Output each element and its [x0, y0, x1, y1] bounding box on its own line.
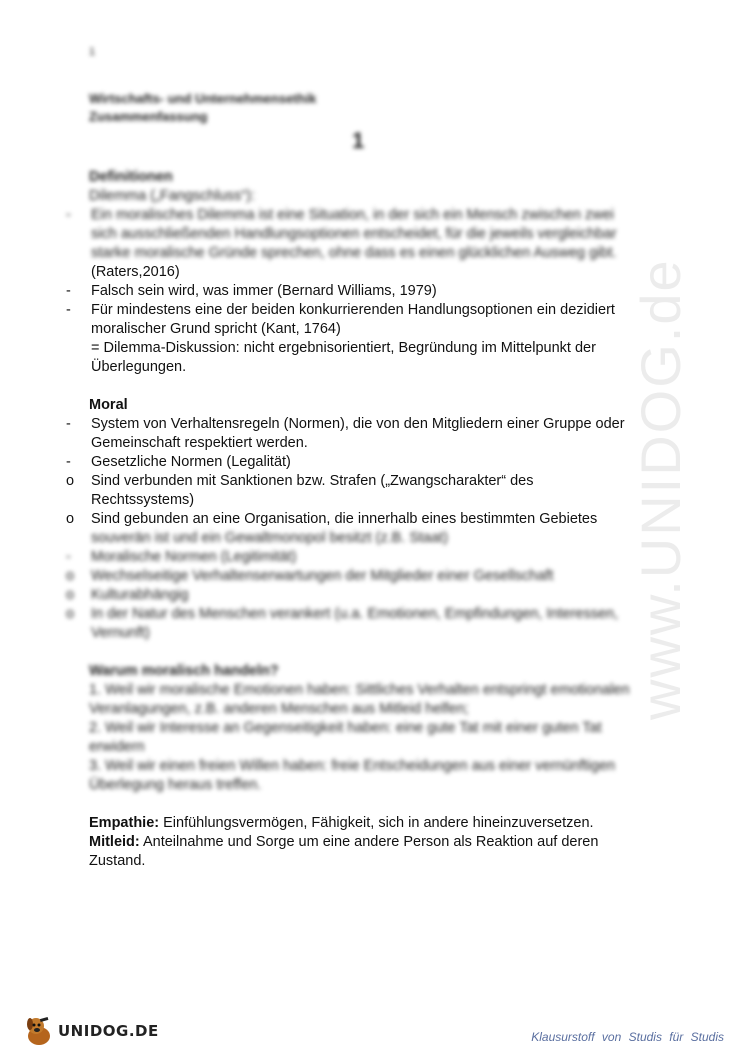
text-line: Gesetzliche Normen (Legalität)	[91, 454, 291, 470]
section-heading-definitionen: Definitionen	[89, 169, 173, 185]
footer-logo[interactable]	[22, 1014, 159, 1048]
dash-bullet: -	[66, 454, 71, 470]
list-item	[64, 567, 664, 586]
text-line: 3. Weil wir einen freien Willen haben: freie Entscheidungen aus einer vernünftigen	[89, 758, 616, 774]
document-title	[89, 90, 316, 126]
dash-bullet: -	[66, 207, 71, 223]
empathie-definition	[64, 814, 664, 833]
list-item	[64, 510, 664, 548]
list-item	[64, 586, 664, 605]
footer-tagline: Klausurstoff von Studis für Studis	[531, 1030, 724, 1044]
text-line: Moralische Normen (Legitimität)	[91, 549, 297, 565]
text-line: Sind gebunden an eine Organisation, die innerhalb eines bestimmten Gebietes	[91, 511, 598, 527]
list-item	[64, 605, 664, 643]
text-line: erwidern	[89, 739, 145, 755]
text-line: Überlegungen.	[91, 359, 187, 375]
text-line: 2. Weil wir Interesse an Gegenseitigkeit haben: eine gute Tat mit einer guten Tat	[89, 720, 602, 736]
circle-bullet: o	[66, 606, 75, 622]
dash-bullet: -	[66, 283, 71, 299]
list-item	[64, 206, 664, 282]
mitleid-text: Anteilnahme und Sorge um eine andere Person als Reaktion auf deren	[139, 834, 599, 850]
list-item	[64, 548, 664, 567]
title-line-1: Wirtschafts- und Unternehmensethik	[89, 91, 317, 106]
text-line: Zustand.	[89, 853, 146, 869]
mitleid-definition	[64, 833, 664, 852]
circle-bullet: o	[66, 473, 75, 489]
empathie-text: Einfühlungsvermögen, Fähigkeit, sich in andere hineinzuversetzen.	[159, 815, 594, 831]
circle-bullet: o	[66, 511, 75, 527]
list-item	[64, 472, 664, 510]
text-line: sich ausschließenden Handlungsoptionen entscheidet, für die jeweils vergleichbar	[91, 226, 617, 242]
chapter-number: 1	[352, 128, 365, 153]
text-line: 1. Weil wir moralische Emotionen haben: Sittliches Verhalten entspringt emotionalen	[89, 682, 630, 698]
page-number: 1	[89, 46, 96, 58]
brand-name: UNIDOG.DE	[58, 1022, 159, 1040]
dash-bullet: -	[66, 549, 71, 565]
section-heading-moral: Moral	[89, 397, 128, 413]
title-line-2: Zusammenfassung	[89, 109, 208, 124]
document-body	[64, 168, 664, 871]
text-line: Gemeinschaft respektiert werden.	[91, 435, 308, 451]
list-item	[64, 282, 664, 301]
text-line: Wechselseitige Verhaltenserwartungen der Mitglieder einer Gesellschaft	[91, 568, 554, 584]
dash-bullet: -	[66, 302, 71, 318]
text-line: Für mindestens eine der beiden konkurrierenden Handlungsoptionen ein dezidiert	[91, 302, 615, 318]
text-line: Überlegung heraus treffen.	[89, 777, 262, 793]
text-line: Vernunft)	[91, 625, 150, 641]
text-line: Ein moralisches Dilemma ist eine Situation, in der sich ein Mensch zwischen zwei	[91, 207, 615, 223]
list-item	[64, 301, 664, 377]
text-line: moralischer Grund spricht (Kant, 1764)	[91, 321, 341, 337]
text-line: In der Natur des Menschen verankert (u.a. Emotionen, Empfindungen, Interessen,	[91, 606, 619, 622]
text-line: = Dilemma-Diskussion: nicht ergebnisorientiert, Begründung im Mittelpunkt der	[91, 340, 596, 356]
list-item	[64, 415, 664, 453]
text-line: souverän ist und ein Gewaltmonopol besitzt (z.B. Staat)	[91, 530, 449, 546]
text-line: starke moralische Gründe sprechen, ohne dass es einen glücklichen Ausweg gibt.	[91, 245, 617, 261]
list-item	[64, 453, 664, 472]
text-line: System von Verhaltensregeln (Normen), die von den Mitgliedern einer Gruppe oder	[91, 416, 625, 432]
text-line: (Raters,2016)	[91, 264, 180, 280]
dog-mascot-icon	[22, 1014, 56, 1048]
dash-bullet: -	[66, 416, 71, 432]
text-line: Sind verbunden mit Sanktionen bzw. Strafen („Zwangscharakter“ des	[91, 473, 534, 489]
circle-bullet: o	[66, 587, 75, 603]
text-line: Kulturabhängig	[91, 587, 189, 603]
watermark: www.UNIDOG.de	[629, 258, 692, 720]
circle-bullet: o	[66, 568, 75, 584]
text-line: Rechtssystems)	[91, 492, 195, 508]
empathie-label: Empathie:	[89, 815, 160, 831]
section-heading-warum: Warum moralisch handeln?	[89, 663, 279, 679]
mitleid-label: Mitleid:	[89, 834, 140, 850]
dilemma-subheading: Dilemma („Fangschluss“):	[89, 188, 255, 204]
text-line: Falsch sein wird, was immer (Bernard Williams, 1979)	[91, 283, 437, 299]
text-line: Veranlagungen, z.B. anderen Menschen aus Mitleid helfen;	[89, 701, 469, 717]
